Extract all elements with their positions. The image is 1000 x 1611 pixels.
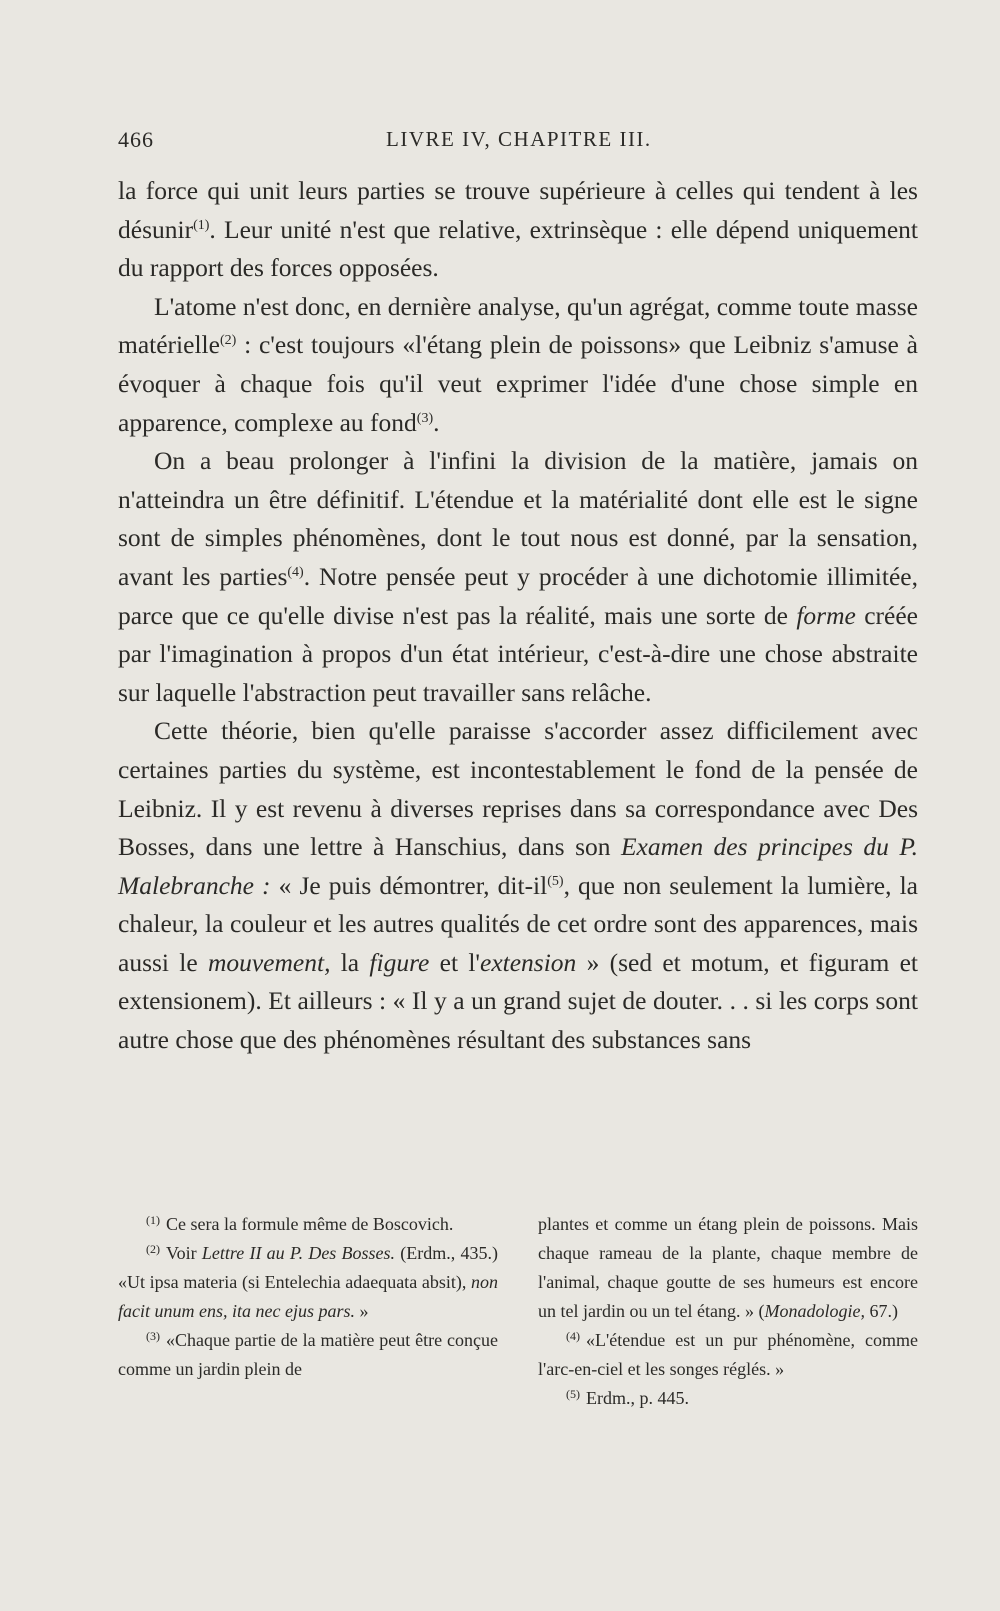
paragraph-4: Cette théorie, bien qu'elle paraisse s'accorder assez difficilement avec certaines parties du système, est incontestablement le fond de la pensée de Leibniz. Il y est revenu à diverses reprises dans sa correspondance avec Des Bosses, dans une lettre à Hanschius, dans son Examen des principes du P. Malebranche : « Je puis démontrer, dit-$il^{(5)}$, que non seulement la lumière, la chaleur, la couleur et les autres qualités de cet ordre sont des apparences, mais aussi le mouvement, la figure et l'extension » (sed et motum, et figuram et extensionem). Et ailleurs : « Il y a un grand sujet de douter. . . si les corps sont autre chose que des phénomènes résultant des substances sans: [118, 716, 919, 1055]
footnote-ref-3: (3): [416, 410, 434, 426]
footnote-ref-5: (5): [547, 873, 564, 889]
footnote-1: $^{(1)}$ Ce sera la formule même de Boscovich.: [146, 1213, 454, 1234]
footnotes: [118, 1210, 918, 1470]
footnote-3: $^{(3)}$ «Chaque partie de la matière peut être conçue comme un jardin plein de: [118, 1329, 498, 1379]
running-title: LIVRE IV, CHAPITRE III.: [386, 127, 652, 151]
footnote-3-continued: plantes et comme un étang plein de poissons. Mais chaque rameau de la plante, chaque membre de l'animal, chaque goutte de ses humeurs est encore un tel jardin ou un tel étang. » (Monadologie, 67.): [538, 1214, 918, 1321]
footnote-2: $^{(2)}$ Voir Lettre II au P. Des Bosses. (Erdm., 435.) «Ut ipsa materia (si Entelechia adaequata absit), non facit unum ens, ita nec ejus pars. »: [118, 1242, 498, 1321]
paragraph-2: L'atome n'est donc, en dernière analyse, qu'un agrégat, comme toute masse matérielle$^{(2)}$ : c'est toujours «l'étang plein de poissons» que Leibniz s'amuse à évoquer à chaque fois qu'il veut exprimer l'idée d'une chose simple en apparence, complexe au fond$^{(3)}$.: [118, 291, 918, 437]
footnotes-right-column: [538, 1210, 918, 1413]
footnotes-left-column: [118, 1210, 498, 1384]
page-number: 466: [118, 127, 154, 152]
footnote-ref-4: (4): [287, 564, 304, 580]
paragraph-3: On a beau prolonger à l'infini la division de la matière, jamais on n'atteindra un être définitif. L'étendue et la matérialité dont elle est le signe sont de simples phénomènes, dont le tout nous est donné, par la sensation, avant les parties$^{(4)}$. Notre pensée peut y procéder à une dichotomie illimitée, parce que ce qu'elle divise n'est pas la réalité, mais une sorte de forme créée par l'imagination à propos d'un état intérieur, c'est-à-dire une chose abstraite sur laquelle l'abstraction peut travailler sans relâche.: [118, 446, 919, 707]
page-header: [118, 127, 918, 167]
footnote-4: $^{(4)}$ «L'étendue est un pur phénomène, comme l'arc-en-ciel et les songes réglés. »: [538, 1329, 918, 1379]
footnote-ref-1: (1): [193, 217, 210, 233]
footnote-ref-2: (2): [219, 333, 237, 349]
footnote-5: $^{(5)}$ Erdm., p. 445.: [566, 1387, 689, 1408]
main-text: [118, 172, 918, 1060]
paragraph-1: la force qui unit leurs parties se trouve supérieure à celles qui tendent à les désunir$^{(1)}$. Leur unité n'est que relative, extrinsèque : elle dépend uniquement du rapport des forces opposées.: [118, 176, 918, 283]
